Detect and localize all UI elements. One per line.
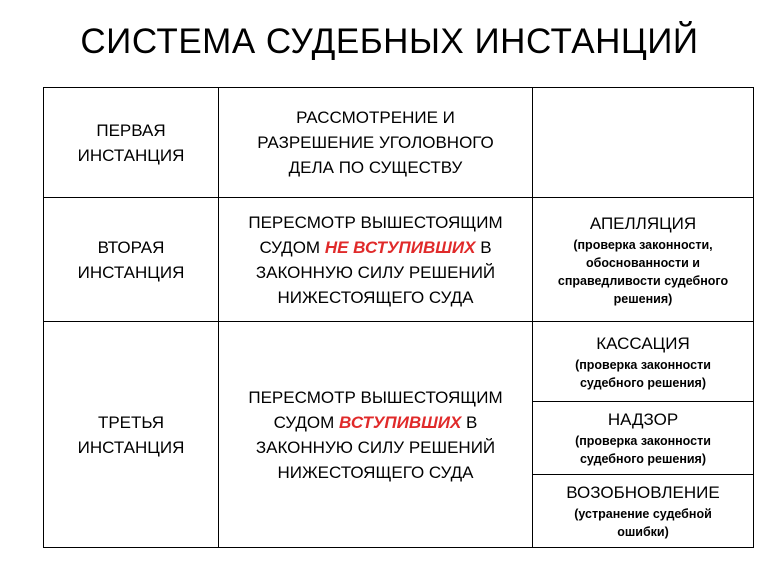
first-instance-description: РАССМОТРЕНИЕ И РАЗРЕШЕНИЕ УГОЛОВНОГО ДЕЛА ПО СУЩЕСТВУ bbox=[219, 88, 533, 198]
cassation-cell: КАССАЦИЯ (проверка законности судебного решения) bbox=[533, 322, 754, 402]
first-instance-empty-cell bbox=[533, 88, 754, 198]
reopening-title: ВОЗОБНОВЛЕНИЕ bbox=[566, 483, 720, 502]
row-third-instance bbox=[44, 322, 754, 402]
first-instance-label: ПЕРВАЯ ИНСТАНЦИЯ bbox=[44, 88, 219, 198]
reopening-cell: ВОЗОБНОВЛЕНИЕ (устранение судебной ошибки) bbox=[533, 475, 754, 548]
second-instance-description: ПЕРЕСМОТР ВЫШЕСТОЯЩИМ СУДОМ НЕ ВСТУПИВШИХ В ЗАКОННУЮ СИЛУ РЕШЕНИЙ НИЖЕСТОЯЩЕГО СУДА bbox=[219, 198, 533, 322]
row-second-instance bbox=[44, 198, 754, 322]
second-instance-label: ВТОРАЯ ИНСТАНЦИЯ bbox=[44, 198, 219, 322]
row-first-instance bbox=[44, 88, 754, 198]
highlight-entered: ВСТУПИВШИХ bbox=[338, 412, 462, 432]
highlight-not-entered: НЕ ВСТУПИВШИХ bbox=[324, 237, 476, 257]
supervision-title: НАДЗОР bbox=[607, 410, 679, 429]
supervision-cell: НАДЗОР (проверка законности судебного решения) bbox=[533, 402, 754, 475]
instances-table bbox=[43, 87, 754, 548]
appeal-cell: АПЕЛЛЯЦИЯ (проверка законности, обоснованности и справедливости судебного решения) bbox=[533, 198, 754, 322]
page-title: СИСТЕМА СУДЕБНЫХ ИНСТАНЦИЙ bbox=[80, 22, 699, 61]
cassation-title: КАССАЦИЯ bbox=[596, 333, 690, 353]
appeal-title: АПЕЛЛЯЦИЯ bbox=[589, 213, 697, 233]
third-instance-label: ТРЕТЬЯ ИНСТАНЦИЯ bbox=[44, 322, 219, 548]
third-instance-description: ПЕРЕСМОТР ВЫШЕСТОЯЩИМ СУДОМ ВСТУПИВШИХ В ЗАКОННУЮ СИЛУ РЕШЕНИЙ НИЖЕСТОЯЩЕГО СУДА bbox=[219, 322, 533, 548]
